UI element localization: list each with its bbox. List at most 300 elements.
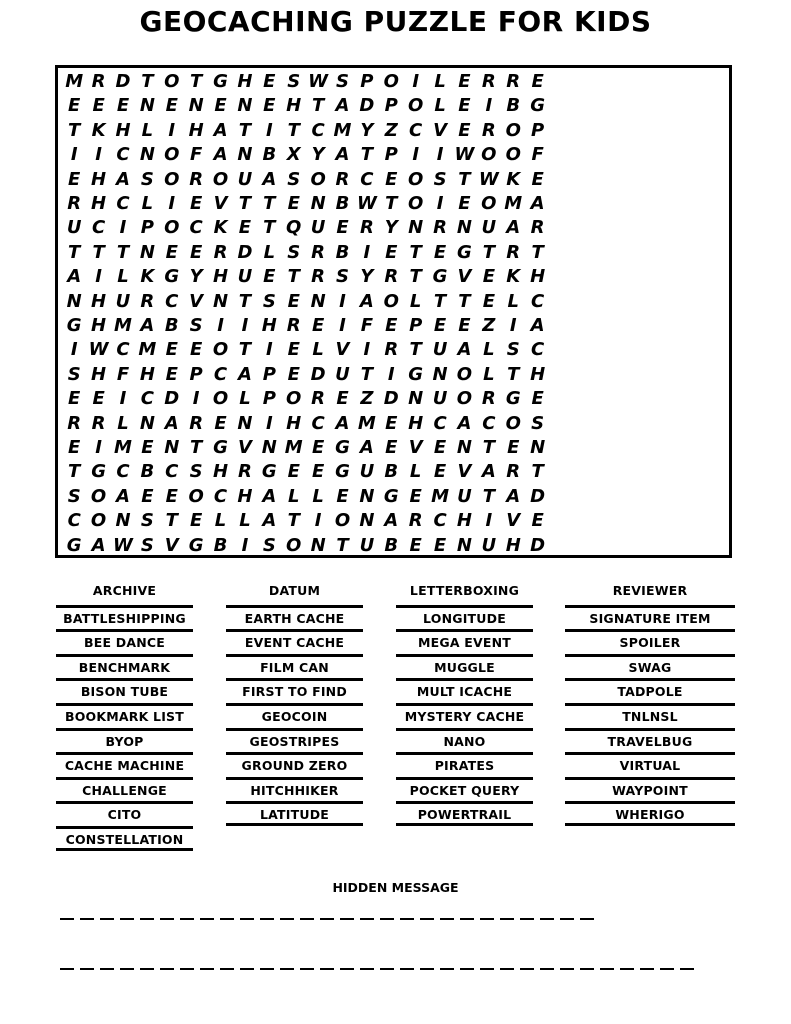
grid-letter[interactable]: N — [456, 217, 472, 239]
grid-letter[interactable]: E — [385, 412, 398, 434]
answer-blank[interactable] — [640, 968, 654, 970]
grid-letter[interactable]: E — [507, 437, 520, 458]
grid-letter[interactable]: E — [336, 485, 349, 507]
grid-letter[interactable]: N — [139, 241, 155, 263]
grid-letter[interactable]: L — [117, 266, 129, 288]
grid-letter[interactable]: B — [384, 534, 399, 556]
grid-letter[interactable]: T — [68, 241, 81, 263]
grid-letter[interactable]: H — [286, 95, 302, 117]
grid-letter[interactable]: O — [481, 144, 497, 166]
grid-letter[interactable]: O — [408, 95, 424, 117]
grid-letter[interactable]: E — [458, 193, 471, 214]
grid-letter[interactable]: N — [237, 412, 253, 434]
grid-letter[interactable]: G — [213, 437, 228, 458]
grid-letter[interactable]: I — [485, 510, 493, 532]
grid-letter[interactable]: C — [165, 461, 179, 483]
grid-letter[interactable]: R — [506, 241, 521, 263]
grid-letter[interactable]: R — [286, 315, 301, 336]
grid-letter[interactable]: I — [436, 193, 444, 214]
answer-blank[interactable] — [420, 968, 434, 970]
grid-letter[interactable]: U — [359, 534, 375, 556]
grid-letter[interactable]: R — [506, 71, 521, 92]
grid-letter[interactable]: H — [530, 266, 546, 288]
grid-letter[interactable]: O — [286, 388, 302, 410]
grid-letter[interactable]: T — [263, 217, 276, 239]
grid-letter[interactable]: E — [68, 437, 81, 458]
grid-letter[interactable]: N — [408, 388, 424, 410]
grid-letter[interactable]: G — [408, 363, 424, 385]
grid-letter[interactable]: G — [66, 315, 82, 336]
grid-letter[interactable]: T — [507, 363, 520, 385]
hidden-message-answer-line[interactable] — [60, 918, 594, 920]
grid-letter[interactable]: O — [456, 363, 473, 385]
grid-letter[interactable]: A — [359, 290, 374, 312]
grid-letter[interactable]: G — [66, 534, 82, 556]
grid-letter[interactable]: F — [190, 144, 203, 166]
grid-letter[interactable]: R — [189, 412, 204, 434]
grid-letter[interactable]: Z — [360, 388, 374, 410]
grid-letter[interactable]: V — [433, 119, 448, 141]
grid-letter[interactable]: C — [531, 339, 545, 361]
answer-blank[interactable] — [80, 918, 94, 920]
grid-letter[interactable]: T — [482, 437, 495, 458]
answer-blank[interactable] — [560, 968, 574, 970]
grid-letter[interactable]: A — [213, 119, 228, 141]
grid-letter[interactable]: E — [433, 534, 447, 556]
grid-letter[interactable]: E — [458, 71, 471, 92]
grid-letter[interactable]: A — [457, 339, 472, 361]
grid-letter[interactable]: E — [433, 241, 447, 263]
grid-letter[interactable]: C — [360, 168, 374, 190]
grid-letter[interactable]: H — [91, 363, 107, 385]
grid-letter[interactable]: O — [456, 388, 473, 410]
grid-letter[interactable]: Y — [360, 119, 374, 141]
answer-blank[interactable] — [600, 968, 614, 970]
grid-letter[interactable]: T — [531, 241, 544, 263]
grid-letter[interactable]: A — [530, 193, 545, 214]
grid-letter[interactable]: N — [456, 437, 472, 458]
answer-blank[interactable] — [340, 968, 354, 970]
grid-letter[interactable]: L — [483, 363, 495, 385]
grid-letter[interactable]: N — [213, 290, 229, 312]
grid-letter[interactable]: E — [141, 437, 154, 458]
grid-letter[interactable]: T — [409, 339, 422, 361]
grid-letter[interactable]: U — [115, 290, 131, 312]
grid-letter[interactable]: M — [114, 315, 132, 336]
grid-letter[interactable]: R — [213, 241, 228, 263]
grid-letter[interactable]: A — [262, 168, 277, 190]
grid-letter[interactable]: B — [262, 144, 277, 166]
answer-blank[interactable] — [80, 968, 94, 970]
grid-letter[interactable]: A — [506, 217, 521, 239]
grid-letter[interactable]: O — [188, 485, 204, 507]
grid-letter[interactable]: R — [384, 339, 399, 361]
grid-letter[interactable]: A — [457, 412, 472, 434]
grid-letter[interactable]: N — [139, 144, 155, 166]
grid-letter[interactable]: O — [383, 71, 399, 92]
grid-letter[interactable]: U — [310, 217, 326, 239]
grid-letter[interactable]: E — [385, 168, 398, 190]
grid-letter[interactable]: L — [434, 95, 446, 117]
grid-letter[interactable]: C — [116, 144, 130, 166]
grid-letter[interactable]: N — [237, 144, 253, 166]
grid-letter[interactable]: E — [263, 95, 276, 117]
grid-letter[interactable]: S — [67, 485, 81, 507]
grid-letter[interactable]: S — [189, 315, 203, 336]
grid-letter[interactable]: H — [213, 461, 229, 483]
grid-letter[interactable]: R — [384, 266, 399, 288]
grid-letter[interactable]: F — [531, 144, 544, 166]
grid-letter[interactable]: E — [214, 412, 227, 434]
grid-letter[interactable]: N — [359, 510, 375, 532]
answer-blank[interactable] — [440, 968, 454, 970]
grid-letter[interactable]: X — [286, 144, 301, 166]
grid-letter[interactable]: E — [190, 241, 203, 263]
grid-letter[interactable]: G — [335, 437, 350, 458]
grid-letter[interactable]: E — [311, 437, 325, 458]
grid-letter[interactable]: O — [90, 510, 107, 532]
grid-letter[interactable]: S — [287, 71, 301, 92]
grid-letter[interactable]: E — [263, 71, 276, 92]
grid-letter[interactable]: E — [458, 315, 471, 336]
grid-letter[interactable]: E — [531, 510, 544, 532]
answer-blank[interactable] — [500, 968, 514, 970]
grid-letter[interactable]: E — [68, 388, 81, 410]
grid-letter[interactable]: I — [265, 119, 273, 141]
grid-letter[interactable]: C — [409, 119, 423, 141]
grid-letter[interactable]: S — [336, 266, 349, 288]
answer-blank[interactable] — [180, 968, 194, 970]
answer-blank[interactable] — [580, 968, 594, 970]
answer-blank[interactable] — [200, 918, 214, 920]
grid-letter[interactable]: G — [188, 534, 204, 556]
answer-blank[interactable] — [100, 968, 114, 970]
grid-letter[interactable]: A — [335, 412, 350, 434]
grid-letter[interactable]: P — [409, 315, 423, 336]
answer-blank[interactable] — [580, 918, 594, 920]
grid-letter[interactable]: I — [241, 315, 249, 336]
grid-letter[interactable]: F — [116, 363, 130, 385]
grid-letter[interactable]: L — [507, 290, 519, 312]
grid-letter[interactable]: U — [335, 363, 350, 385]
grid-letter[interactable]: R — [237, 461, 252, 483]
grid-letter[interactable]: M — [431, 485, 450, 507]
grid-letter[interactable]: D — [237, 241, 253, 263]
grid-letter[interactable]: L — [141, 119, 154, 141]
grid-letter[interactable]: N — [66, 290, 82, 312]
grid-letter[interactable]: C — [433, 412, 447, 434]
answer-blank[interactable] — [300, 918, 314, 920]
grid-letter[interactable]: E — [458, 95, 471, 117]
grid-letter[interactable]: T — [238, 339, 252, 361]
grid-letter[interactable]: Y — [189, 266, 203, 288]
grid-letter[interactable]: O — [408, 193, 424, 214]
grid-letter[interactable]: N — [310, 534, 326, 556]
grid-letter[interactable]: L — [117, 412, 129, 434]
grid-letter[interactable]: B — [164, 315, 179, 336]
grid-letter[interactable]: S — [189, 461, 203, 483]
grid-letter[interactable]: B — [335, 193, 350, 214]
grid-letter[interactable]: V — [457, 266, 472, 288]
grid-letter[interactable]: T — [165, 510, 178, 532]
grid-letter[interactable]: E — [190, 510, 203, 532]
grid-letter[interactable]: E — [531, 168, 544, 190]
grid-letter[interactable]: C — [213, 485, 228, 507]
grid-letter[interactable]: R — [67, 412, 82, 434]
grid-letter[interactable]: E — [433, 315, 447, 336]
grid-letter[interactable]: S — [531, 412, 545, 434]
grid-letter[interactable]: U — [66, 217, 82, 239]
grid-letter[interactable]: N — [310, 290, 326, 312]
grid-letter[interactable]: T — [385, 193, 398, 214]
answer-blank[interactable] — [520, 918, 534, 920]
grid-letter[interactable]: A — [335, 95, 350, 117]
grid-letter[interactable]: E — [165, 95, 178, 117]
grid-letter[interactable]: H — [530, 363, 546, 385]
answer-blank[interactable] — [240, 968, 254, 970]
grid-letter[interactable]: T — [458, 290, 471, 312]
grid-letter[interactable]: E — [287, 193, 300, 214]
grid-letter[interactable]: E — [385, 241, 398, 263]
grid-letter[interactable]: L — [409, 461, 422, 483]
grid-letter[interactable]: E — [214, 95, 227, 117]
answer-blank[interactable] — [360, 968, 374, 970]
answer-blank[interactable] — [460, 968, 474, 970]
grid-letter[interactable]: A — [140, 315, 155, 336]
grid-letter[interactable]: B — [384, 461, 399, 483]
grid-letter[interactable]: G — [261, 461, 277, 483]
grid-letter[interactable]: E — [141, 485, 154, 507]
grid-letter[interactable]: R — [530, 217, 545, 239]
grid-letter[interactable]: K — [506, 266, 521, 288]
answer-blank[interactable] — [540, 918, 554, 920]
grid-letter[interactable]: U — [432, 388, 448, 410]
grid-letter[interactable]: O — [164, 71, 180, 92]
grid-letter[interactable]: E — [287, 363, 300, 385]
grid-letter[interactable]: L — [214, 510, 227, 532]
grid-letter[interactable]: A — [164, 412, 179, 434]
grid-letter[interactable]: O — [286, 534, 302, 556]
grid-letter[interactable]: A — [506, 485, 521, 507]
grid-letter[interactable]: W — [113, 534, 133, 556]
grid-letter[interactable]: H — [115, 119, 131, 141]
grid-letter[interactable]: H — [237, 71, 253, 92]
grid-letter[interactable]: O — [212, 388, 229, 410]
grid-letter[interactable]: I — [363, 339, 371, 361]
grid-letter[interactable]: T — [311, 95, 325, 117]
grid-letter[interactable]: A — [237, 363, 252, 385]
grid-letter[interactable]: E — [165, 241, 178, 263]
answer-blank[interactable] — [320, 968, 334, 970]
grid-letter[interactable]: E — [68, 95, 81, 117]
grid-letter[interactable]: O — [90, 485, 107, 507]
grid-letter[interactable]: I — [168, 119, 176, 141]
grid-letter[interactable]: O — [505, 144, 521, 166]
grid-letter[interactable]: E — [263, 266, 276, 288]
grid-letter[interactable]: E — [92, 95, 105, 117]
grid-letter[interactable]: I — [95, 266, 102, 288]
grid-letter[interactable]: H — [91, 315, 107, 336]
grid-letter[interactable]: P — [140, 217, 154, 239]
grid-letter[interactable]: I — [265, 412, 273, 434]
grid-letter[interactable]: O — [310, 168, 326, 190]
grid-letter[interactable]: R — [408, 510, 423, 532]
grid-letter[interactable]: P — [384, 144, 398, 166]
grid-letter[interactable]: V — [213, 193, 228, 214]
grid-letter[interactable]: D — [530, 485, 546, 507]
grid-letter[interactable]: B — [506, 95, 521, 117]
grid-letter[interactable]: I — [412, 144, 420, 166]
grid-letter[interactable]: H — [237, 485, 253, 507]
answer-blank[interactable] — [480, 968, 494, 970]
grid-letter[interactable]: W — [308, 71, 329, 92]
grid-letter[interactable]: C — [531, 290, 545, 312]
grid-letter[interactable]: O — [505, 412, 521, 434]
grid-letter[interactable]: S — [140, 168, 154, 190]
grid-letter[interactable]: V — [335, 339, 350, 361]
grid-letter[interactable]: E — [287, 339, 300, 361]
grid-letter[interactable]: C — [116, 193, 130, 214]
grid-letter[interactable]: A — [116, 485, 130, 507]
answer-blank[interactable] — [320, 918, 334, 920]
grid-letter[interactable]: V — [408, 437, 423, 458]
answer-blank[interactable] — [120, 918, 134, 920]
grid-letter[interactable]: L — [287, 485, 300, 507]
grid-letter[interactable]: E — [482, 290, 495, 312]
answer-blank[interactable] — [360, 918, 374, 920]
grid-letter[interactable]: N — [139, 412, 155, 434]
grid-letter[interactable]: G — [383, 485, 399, 507]
grid-letter[interactable]: G — [164, 266, 180, 288]
grid-letter[interactable]: E — [165, 485, 178, 507]
grid-letter[interactable]: I — [70, 339, 78, 361]
answer-blank[interactable] — [660, 968, 674, 970]
grid-letter[interactable]: L — [409, 290, 422, 312]
grid-letter[interactable]: I — [70, 144, 78, 166]
grid-letter[interactable]: D — [359, 95, 375, 117]
grid-letter[interactable]: I — [119, 388, 127, 410]
grid-letter[interactable]: I — [168, 193, 176, 214]
grid-letter[interactable]: M — [504, 193, 523, 214]
grid-letter[interactable]: E — [311, 315, 325, 336]
hidden-message-answer-line[interactable] — [60, 968, 694, 970]
grid-letter[interactable]: E — [238, 217, 252, 239]
grid-letter[interactable]: P — [262, 363, 276, 385]
grid-letter[interactable]: E — [336, 217, 349, 239]
grid-letter[interactable]: S — [506, 339, 520, 361]
grid-letter[interactable]: T — [287, 266, 300, 288]
grid-letter[interactable]: M — [65, 71, 84, 92]
grid-letter[interactable]: E — [92, 388, 105, 410]
grid-letter[interactable]: K — [506, 168, 521, 190]
grid-letter[interactable]: L — [312, 485, 324, 507]
grid-letter[interactable]: M — [333, 119, 352, 141]
answer-blank[interactable] — [100, 918, 114, 920]
grid-letter[interactable]: H — [505, 534, 521, 556]
grid-letter[interactable]: M — [357, 412, 376, 434]
grid-letter[interactable]: E — [531, 388, 544, 410]
grid-letter[interactable]: E — [336, 388, 349, 410]
grid-letter[interactable]: I — [95, 437, 102, 458]
answer-blank[interactable] — [540, 968, 554, 970]
grid-letter[interactable]: R — [433, 217, 447, 239]
grid-letter[interactable]: T — [68, 461, 81, 483]
grid-letter[interactable]: D — [310, 363, 326, 385]
grid-letter[interactable]: C — [433, 510, 447, 532]
grid-letter[interactable]: O — [383, 290, 399, 312]
grid-letter[interactable]: H — [91, 193, 107, 214]
grid-letter[interactable]: S — [262, 534, 276, 556]
grid-letter[interactable]: T — [238, 119, 252, 141]
grid-letter[interactable]: H — [188, 119, 204, 141]
grid-letter[interactable]: U — [481, 217, 497, 239]
grid-letter[interactable]: I — [509, 315, 517, 336]
grid-letter[interactable]: I — [339, 315, 346, 336]
grid-letter[interactable]: W — [356, 193, 377, 214]
grid-letter[interactable]: I — [387, 363, 395, 385]
grid-letter[interactable]: L — [434, 71, 446, 92]
grid-letter[interactable]: R — [311, 266, 326, 288]
grid-letter[interactable]: E — [482, 266, 495, 288]
grid-letter[interactable]: T — [409, 266, 422, 288]
grid-letter[interactable]: A — [262, 510, 277, 532]
grid-letter[interactable]: S — [433, 168, 447, 190]
grid-letter[interactable]: T — [238, 290, 252, 312]
grid-letter[interactable]: M — [114, 437, 132, 458]
grid-letter[interactable]: U — [481, 534, 497, 556]
grid-letter[interactable]: A — [335, 144, 350, 166]
grid-letter[interactable]: O — [212, 168, 229, 190]
grid-letter[interactable]: Z — [384, 119, 398, 141]
grid-letter[interactable]: G — [505, 388, 521, 410]
answer-blank[interactable] — [680, 968, 694, 970]
grid-letter[interactable]: U — [359, 461, 375, 483]
answer-blank[interactable] — [260, 918, 274, 920]
grid-letter[interactable]: E — [385, 315, 398, 336]
grid-letter[interactable]: V — [237, 437, 252, 458]
grid-letter[interactable]: B — [213, 534, 228, 556]
grid-letter[interactable]: B — [140, 461, 155, 483]
grid-letter[interactable]: R — [335, 168, 350, 190]
answer-blank[interactable] — [220, 918, 234, 920]
grid-letter[interactable]: H — [213, 266, 229, 288]
grid-letter[interactable]: A — [67, 266, 82, 288]
grid-letter[interactable]: T — [263, 193, 276, 214]
grid-letter[interactable]: D — [164, 388, 180, 410]
grid-letter[interactable]: F — [360, 315, 374, 336]
answer-blank[interactable] — [380, 918, 394, 920]
grid-letter[interactable]: N — [115, 510, 131, 532]
grid-letter[interactable]: D — [115, 71, 131, 92]
grid-letter[interactable]: I — [265, 339, 273, 361]
grid-letter[interactable]: Y — [360, 266, 374, 288]
grid-letter[interactable]: O — [334, 510, 351, 532]
grid-letter[interactable]: I — [485, 95, 493, 117]
grid-letter[interactable]: C — [311, 119, 325, 141]
grid-letter[interactable]: H — [456, 510, 472, 532]
grid-letter[interactable]: S — [287, 241, 301, 263]
grid-letter[interactable]: I — [436, 144, 444, 166]
grid-letter[interactable]: I — [217, 315, 224, 336]
grid-letter[interactable]: E — [68, 168, 81, 190]
grid-letter[interactable]: R — [311, 241, 326, 263]
grid-letter[interactable]: A — [262, 485, 277, 507]
grid-letter[interactable]: R — [189, 168, 204, 190]
grid-letter[interactable]: S — [140, 534, 154, 556]
grid-letter[interactable]: I — [241, 534, 249, 556]
grid-letter[interactable]: P — [531, 119, 545, 141]
grid-letter[interactable]: A — [116, 168, 130, 190]
